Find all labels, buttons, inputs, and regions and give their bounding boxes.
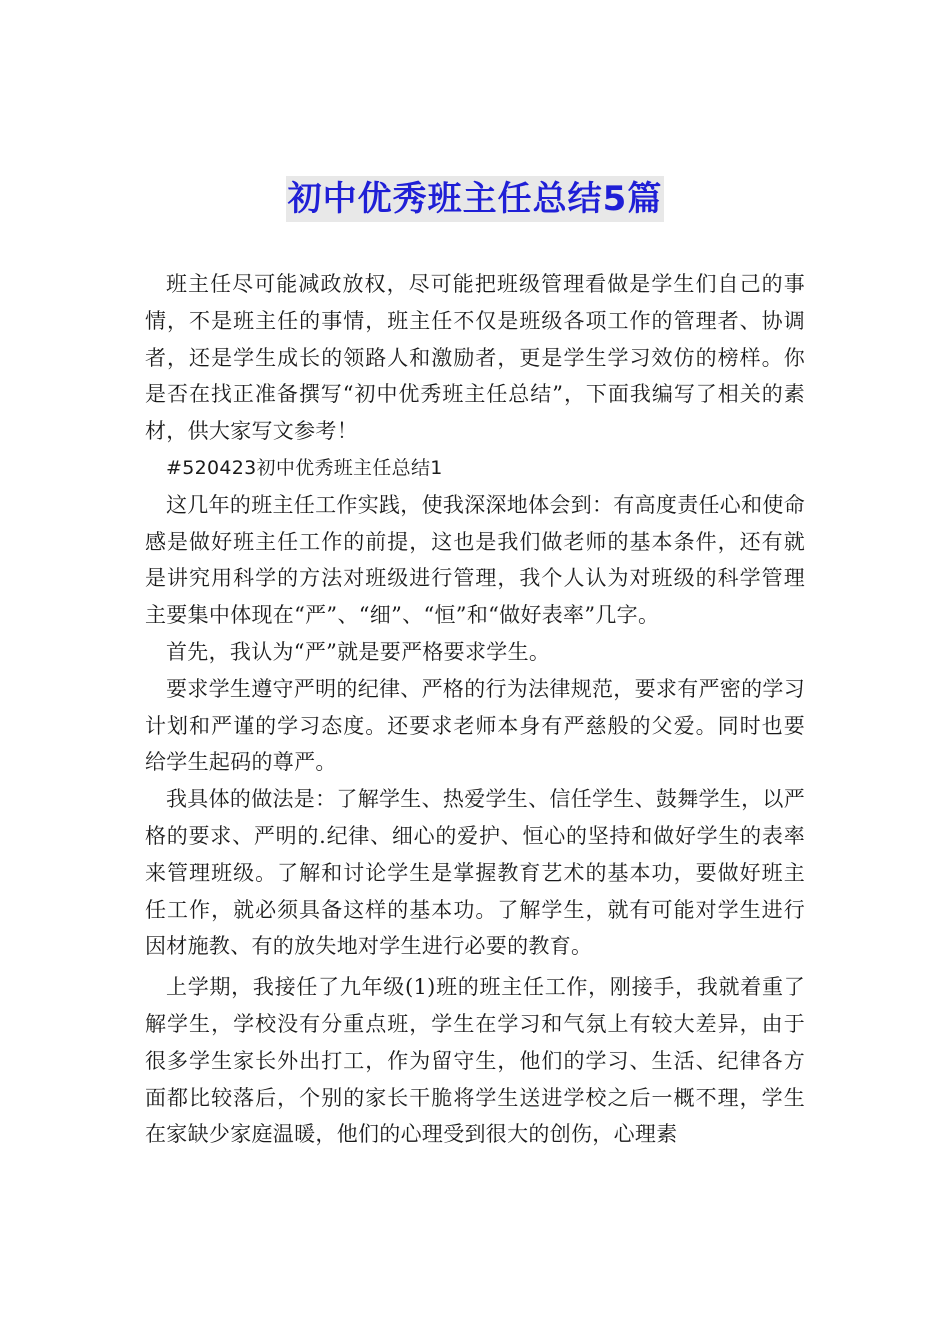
body-paragraph: 我具体的做法是：了解学生、热爱学生、信任学生、鼓舞学生，以严格的要求、严明的.纪律、细心的爱护、恒心的坚持和做好学生的表率来管理班级。了解和讨论学生是掌握教育艺术的基本功，要做好班主任工作，就必须具备这样的基本功。了解学生，就有可能对学生进行因材施教、有的放失地对学生进行必要的教育。 xyxy=(145,787,805,959)
body-paragraph: 要求学生遵守严明的纪律、严格的行为法律规范，要求有严密的学习计划和严谨的学习态度。还要求老师本身有严慈般的父爱。同时也要给学生起码的尊严。 xyxy=(145,676,805,775)
body-paragraph: 这几年的班主任工作实践，使我深深地体会到：有高度责任心和使命感是做好班主任工作的前提，这也是我们做老师的基本条件，还有就是讲究用科学的方法对班级进行管理，我个人认为对班级的科学管理主要集中体现在“严”、“细”、“恒”和“做好表率”几字。 xyxy=(145,492,805,628)
document-title: 初中优秀班主任总结5篇 xyxy=(286,176,665,222)
body-paragraph: 首先，我认为“严”就是要严格要求学生。 xyxy=(166,639,551,664)
intro-paragraph: 班主任尽可能减政放权，尽可能把班级管理看做是学生们自己的事情，不是班主任的事情，班主任不仅是班级各项工作的管理者、协调者，还是学生成长的领路人和激励者，更是学生学习效仿的榜样。你是否在找正准备撰写“初中优秀班主任总结”，下面我编写了相关的素材，供大家写文参考！ xyxy=(145,272,805,444)
section-heading: #520423初中优秀班主任总结1 xyxy=(166,456,443,479)
document-body xyxy=(145,266,805,1153)
title-container xyxy=(0,176,950,222)
body-paragraph: 上学期，我接任了九年级(1)班的班主任工作，刚接手，我就着重了解学生，学校没有分重点班，学生在学习和气氛上有较大差异，由于很多学生家长外出打工，作为留守生，他们的学习、生活、纪律各方面都比较落后，个别的家长干脆将学生送进学校之后一概不理，学生在家缺少家庭温暖，他们的心理受到很大的创伤，心理素 xyxy=(145,975,805,1147)
